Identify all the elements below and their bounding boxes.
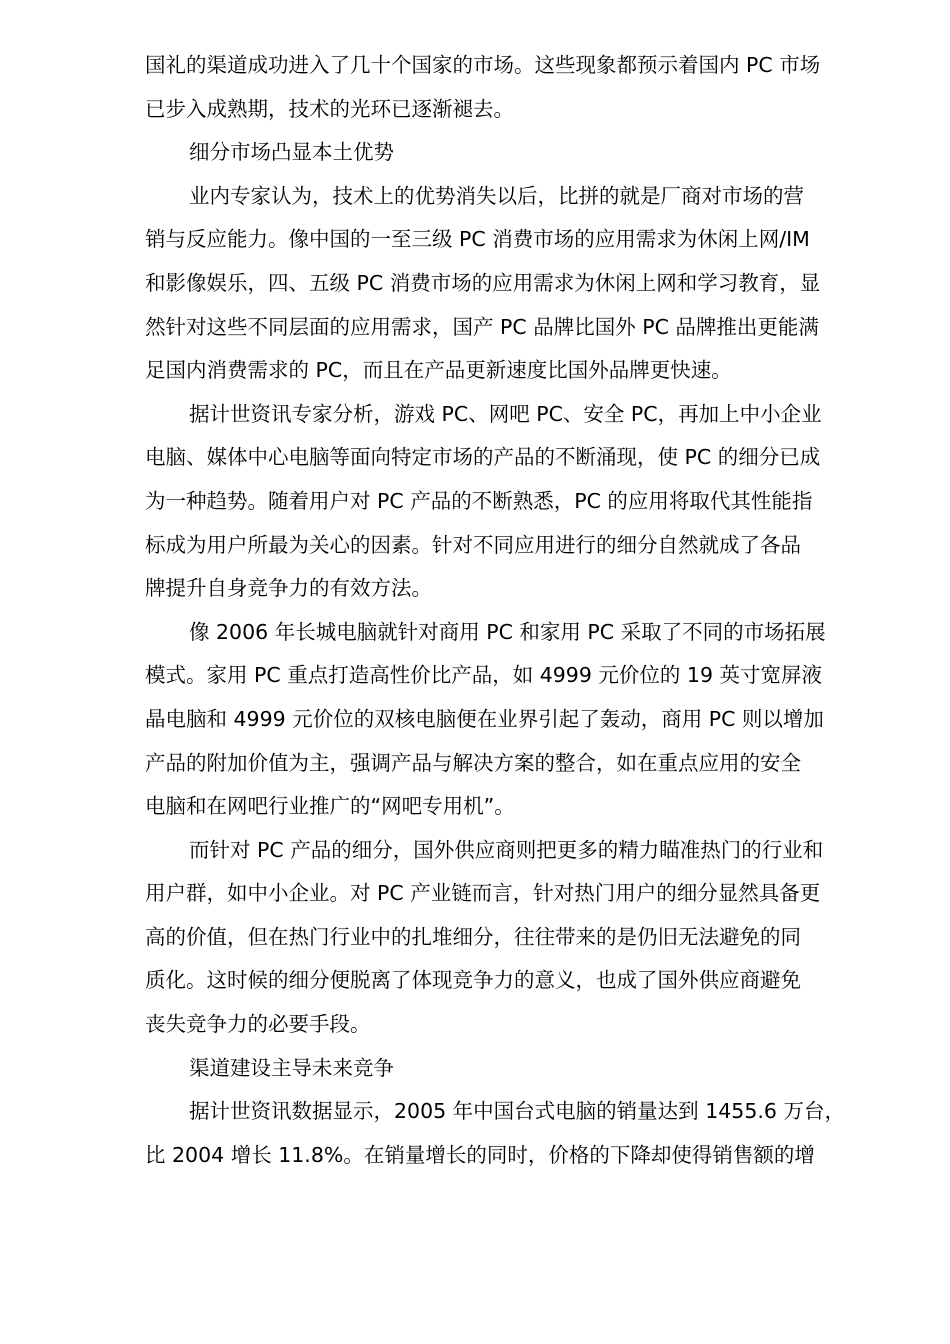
text-line: 高的价值，但在热门行业中的扎堆细分，往往带来的是仍旧无法避免的同 xyxy=(145,924,801,949)
text-line: 为一种趋势。随着用户对 PC 产品的不断熟悉，PC 的应用将取代其性能指 xyxy=(145,488,813,513)
text-line: 国礼的渠道成功进入了几十个国家的市场。这些现象都预示着国内 PC 市场 xyxy=(145,53,821,77)
text-line: 像 2006 年长城电脑就针对商用 PC 和家用 PC 采取了不同的市场拓展 xyxy=(189,619,826,644)
text-line: 晶电脑和 4999 元价位的双核电脑便在业界引起了轰动，商用 PC 则以增加 xyxy=(145,706,824,731)
text-line: 足国内消费需求的 PC，而且在产品更新速度比国外品牌更快速。 xyxy=(145,358,732,383)
text-line: 电脑、媒体中心电脑等面向特定市场的产品的不断涌现，使 PC 的细分已成 xyxy=(145,445,821,470)
section-heading: 细分市场凸显本土优势 xyxy=(189,140,394,165)
text-line: 电脑和在网吧行业推广的“网吧专用机”。 xyxy=(145,794,515,819)
text-line: 而针对 PC 产品的细分，国外供应商则把更多的精力瞄准热门的行业和 xyxy=(189,837,824,862)
text-line: 和影像娱乐，四、五级 PC 消费市场的应用需求为休闲上网和学习教育，显 xyxy=(145,270,821,295)
section-heading: 渠道建设主导未来竞争 xyxy=(189,1055,394,1080)
text-line: 据计世资讯专家分析，游戏 PC、网吧 PC、安全 PC，再加上中小企业 xyxy=(189,401,822,426)
text-line: 牌提升自身竞争力的有效方法。 xyxy=(145,576,432,601)
text-line: 模式。家用 PC 重点打造高性价比产品，如 4999 元价位的 19 英寸宽屏液 xyxy=(145,663,823,688)
text-line: 丧失竞争力的必要手段。 xyxy=(145,1012,371,1037)
text-line: 据计世资讯数据显示，2005 年中国台式电脑的销量达到 1455.6 万台， xyxy=(189,1099,845,1124)
text-line: 已步入成熟期，技术的光环已逐渐褪去。 xyxy=(145,96,514,121)
text-line: 用户群，如中小企业。对 PC 产业链而言，针对热门用户的细分显然具备更 xyxy=(145,881,821,906)
text-line: 比 2004 增长 11.8%。在销量增长的同时，价格的下降却使得销售额的增 xyxy=(145,1142,815,1167)
text-line: 标成为用户所最为关心的因素。针对不同应用进行的细分自然就成了各品 xyxy=(145,532,801,557)
text-line: 销与反应能力。像中国的一至三级 PC 消费市场的应用需求为休闲上网/IM xyxy=(145,227,810,252)
text-line: 质化。这时候的细分便脱离了体现竞争力的意义，也成了国外供应商避免 xyxy=(145,968,801,993)
text-line: 业内专家认为，技术上的优势消失以后，比拼的就是厂商对市场的营 xyxy=(189,183,804,208)
text-line: 然针对这些不同层面的应用需求，国产 PC 品牌比国外 PC 品牌推出更能满 xyxy=(145,314,819,339)
article-body xyxy=(145,44,885,1177)
text-line: 产品的附加价值为主，强调产品与解决方案的整合，如在重点应用的安全 xyxy=(145,750,801,775)
